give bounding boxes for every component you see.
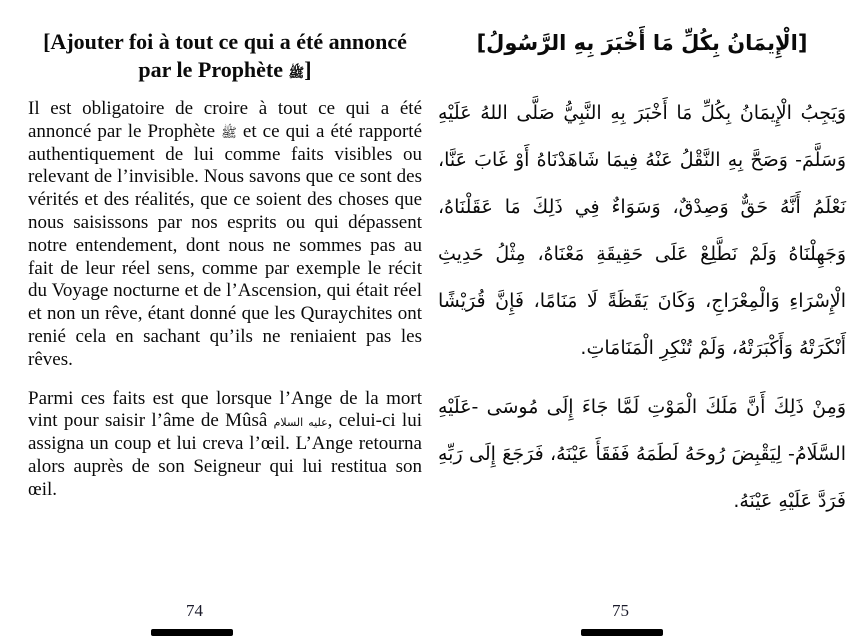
french-paragraph-2-continued: , celui-ci lui assigna un coup et lui creva l’œil. L’Ange retourna alors auprès de son Seigneur qui lui restitua son œil. <box>28 410 422 500</box>
french-paragraph-2-text: Parmi ces faits est que lorsque l’Ange de la mort vint pour saisir l’âme de Mûsâ <box>28 387 422 432</box>
left-page-number: 74 <box>186 601 203 620</box>
left-title-closing-bracket: ] <box>304 57 312 82</box>
left-title-text: [Ajouter foi à tout ce qui a été annoncé par le Prophète <box>43 29 407 82</box>
arabic-paragraph-1: وَيَجِبُ الْإِيمَانُ بِكُلِّ مَا أَخْبَرَ بِهِ النَّبِيُّ صَلَّى اللهُ عَلَيْهِ وَسَلَّمَ- وَصَحَّ بِهِ النَّقْلُ عَنْهُ فِيمَا شَاهَدْنَاهُ أَوْ غَابَ عَنَّا، نَعْلَمُ أَنَّهُ حَقٌّ وَصِدْقٌ، وَسَوَاءٌ فِي ذَلِكَ مَا عَقَلْنَاهُ، وَجَهِلْنَاهُ وَلَمْ نَطَّلِعْ عَلَى حَقِيقَةِ مَعْنَاهُ، مِثْلُ حَدِيثِ الْإِسْرَاءِ وَالْمِعْرَاجِ، وَكَانَ يَقَظَةً لَا مَنَامًا، فَإِنَّ قُرَيْشًا أَنْكَرَتْهُ وَأَكْبَرَتْهُ، وَلَمْ تُنْكِرِ الْمَنَامَاتِ. <box>438 102 846 359</box>
right-page-title: [الْإِيمَانُ بِكُلِّ مَا أَخْبَرَ بِهِ الرَّسُولُ] <box>476 31 808 55</box>
left-page-title <box>28 28 422 84</box>
arabic-paragraph-2: وَمِنْ ذَلِكَ أَنَّ مَلَكَ الْمَوْتِ لَمَّا جَاءَ إِلَى مُوسَى -عَلَيْهِ السَّلَامُ- لِيَقْبِضَ رُوحَهُ لَطَمَهُ فَفَقَأَ عَيْنَهُ، فَرَجَعَ إِلَى رَبِّهِ فَرَدَّ عَلَيْهِ عَيْنَهُ. <box>438 396 846 512</box>
left-page <box>28 28 422 518</box>
pbuh-symbol: ﷺ <box>288 66 305 81</box>
left-footer-redaction-bar <box>151 629 233 636</box>
right-page <box>438 28 846 537</box>
french-paragraph-1-continued: et ce qui a été rapporté authentiquement de lui comme faits visibles ou relevant de l’invisible. Nous savons que ce sont des vérités et des réalités, que ce soient des choses que nous saisissons par nos esprits ou qui dépassent notre entendement, dont nous ne sommes pas au fait de leur réel sens, comme par exemple le récit du Voyage nocturne et de l’Ascension, qui était réel et non un rêve, étant donné que les Quraychites ont renié cela en sachant qu’ils ne reniaient pas les rêves. <box>28 120 423 370</box>
right-footer-redaction-bar <box>581 629 663 636</box>
french-paragraph-2 <box>28 388 422 502</box>
right-page-number: 75 <box>612 601 629 620</box>
alayhi-salam-symbol: عليه السلام <box>273 416 328 430</box>
french-paragraph-1 <box>28 98 422 372</box>
french-paragraph-1-text: Il est obligatoire de croire à tout ce qui a été annoncé par le Prophète <box>28 98 422 142</box>
pbuh-symbol: ﷺ <box>221 125 237 141</box>
